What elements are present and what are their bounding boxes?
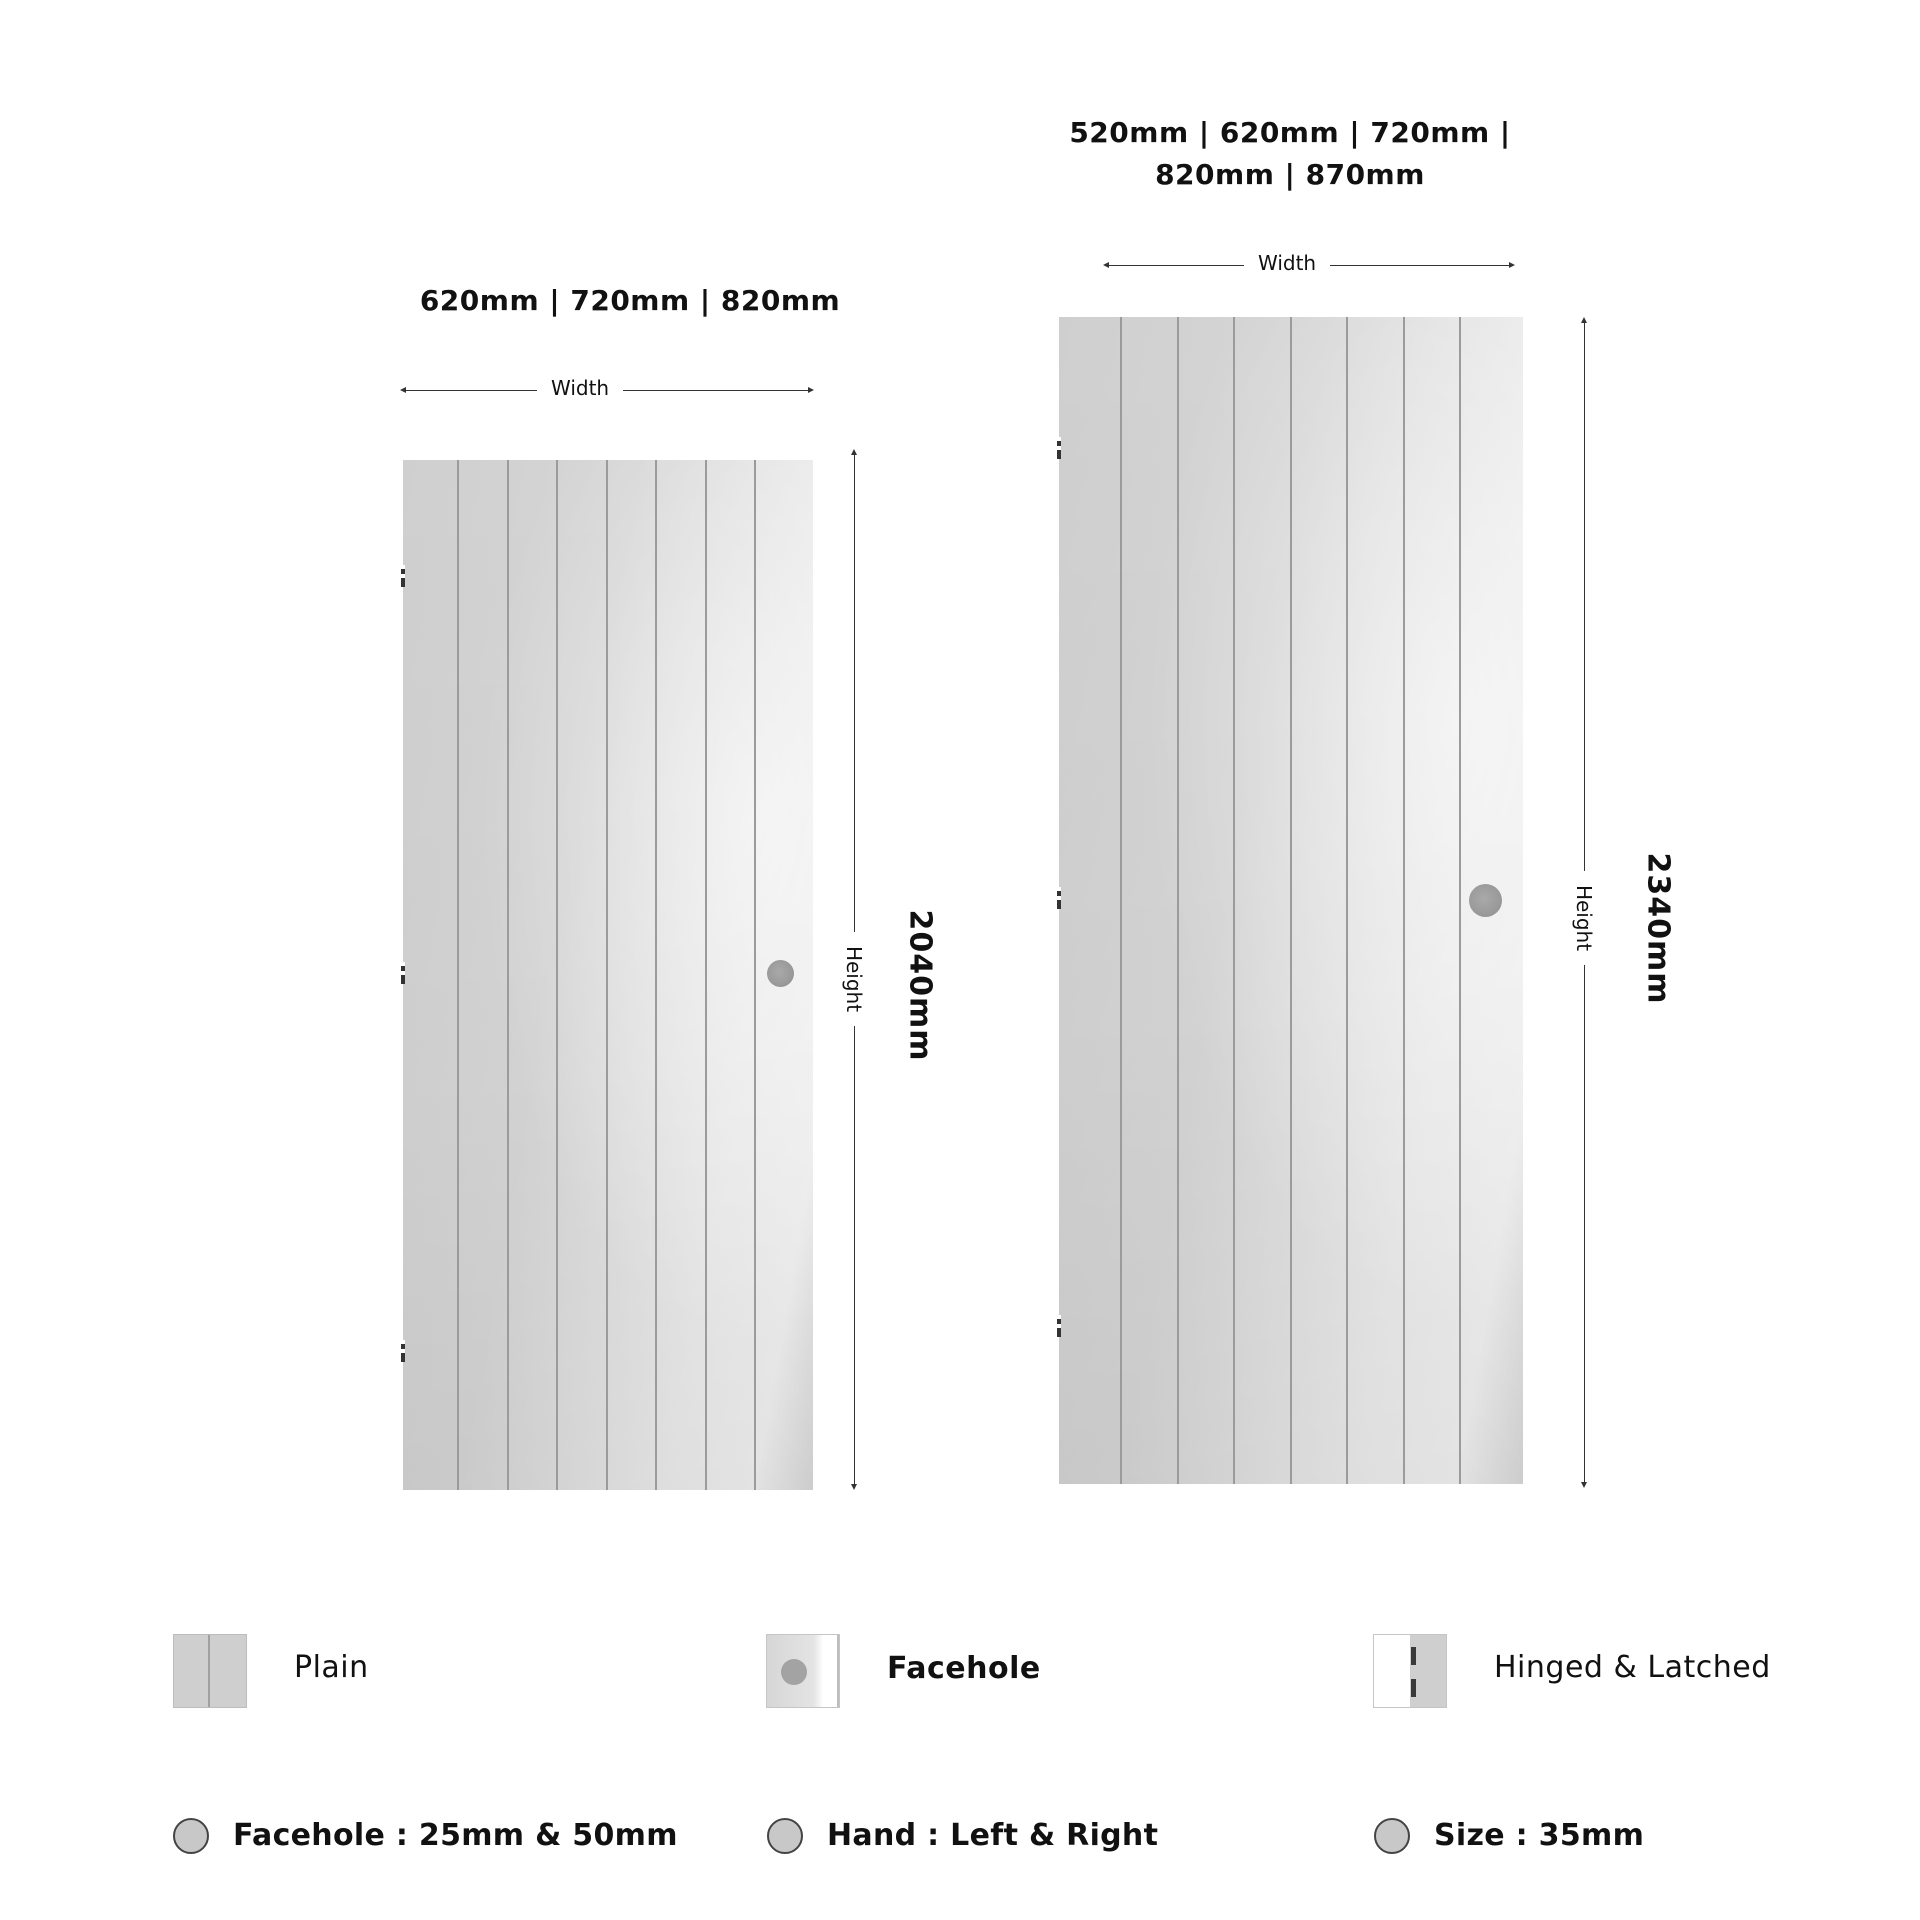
facehole-knob (1469, 884, 1502, 917)
facehole-icon (766, 1634, 840, 1708)
small-door-width-arrow-left (400, 387, 406, 393)
small-door-width-label: Width (537, 376, 623, 400)
large-door-height-arrow-bottom (1581, 1482, 1587, 1488)
legend-facehole-label: Facehole (887, 1651, 1041, 1686)
small-door-height-arrow-top (851, 449, 857, 455)
bullet-icon (173, 1818, 209, 1854)
large-door-width-options-line2: 820mm | 870mm (1155, 158, 1425, 191)
small-door-width-arrow-right (808, 387, 814, 393)
hinge-icon (1057, 437, 1061, 459)
bullet-icon (767, 1818, 803, 1854)
large-door-width-label: Width (1244, 251, 1330, 275)
spec-hand: Hand : Left & Right (827, 1818, 1159, 1853)
large-door-height-value: 2340mm (1640, 851, 1676, 1005)
small-door-height-label: Height (842, 932, 866, 1026)
groove (1177, 317, 1179, 1484)
small-door-height-value: 2040mm (902, 908, 938, 1062)
large-door-height-label: Height (1572, 871, 1596, 965)
hinge-icon (1057, 887, 1061, 909)
plain-icon (173, 1634, 247, 1708)
spec-facehole: Facehole : 25mm & 50mm (233, 1818, 678, 1853)
large-door-width-arrow-right (1509, 262, 1515, 268)
small-door-width-options: 620mm | 720mm | 820mm (419, 284, 841, 317)
groove (705, 460, 707, 1490)
hinged-latched-icon (1373, 1634, 1447, 1708)
large-door-width-options-line1: 520mm | 620mm | 720mm | (1069, 116, 1511, 149)
legend-plain-label: Plain (294, 1650, 369, 1685)
groove (655, 460, 657, 1490)
small-door (403, 460, 813, 1490)
groove (507, 460, 509, 1490)
hinge-icon (1057, 1315, 1061, 1337)
groove (1120, 317, 1122, 1484)
groove (1403, 317, 1405, 1484)
bullet-icon (1374, 1818, 1410, 1854)
groove (1233, 317, 1235, 1484)
hinge-icon (401, 1340, 405, 1362)
large-door (1059, 317, 1523, 1484)
groove (556, 460, 558, 1490)
hinge-icon (401, 962, 405, 984)
groove (754, 460, 756, 1490)
groove (1290, 317, 1292, 1484)
small-door-height-arrow-bottom (851, 1484, 857, 1490)
spec-size: Size : 35mm (1434, 1818, 1645, 1853)
facehole-knob (767, 960, 794, 987)
groove (1346, 317, 1348, 1484)
legend-hinged-label: Hinged & Latched (1494, 1650, 1771, 1685)
groove (606, 460, 608, 1490)
groove (1459, 317, 1461, 1484)
large-door-width-arrow-left (1103, 262, 1109, 268)
large-door-height-arrow-top (1581, 317, 1587, 323)
hinge-icon (401, 565, 405, 587)
groove (457, 460, 459, 1490)
